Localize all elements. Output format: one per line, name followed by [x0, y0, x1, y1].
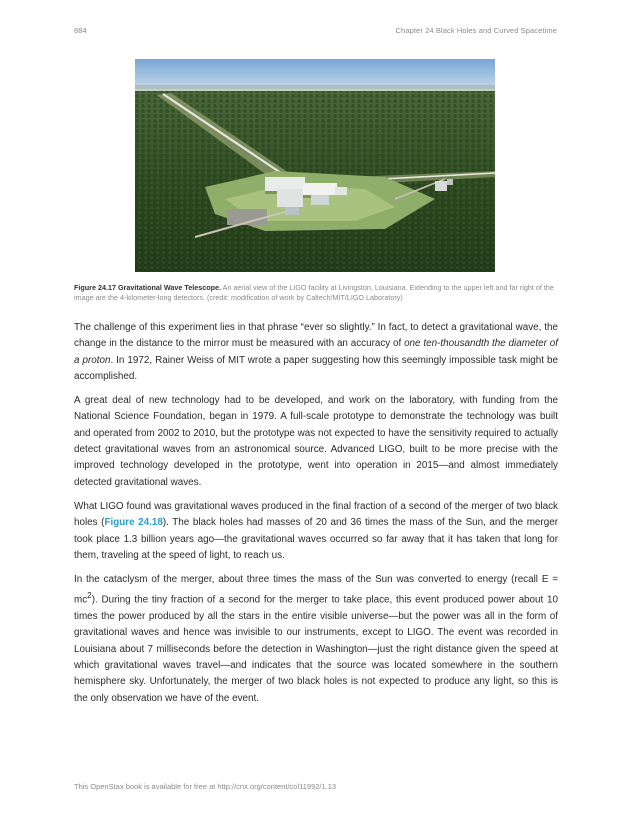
paragraph-text: In the cataclysm of the merger, about three times the mass of the Sun was converted to energy (recall E = mc	[74, 574, 558, 606]
paragraph-text: The challenge of this experiment lies in that phrase “ever so slightly.” In fact, to detect a gravitational wave, the change in the distance to the mirror must be measured with an accuracy of	[74, 322, 558, 350]
paragraph	[74, 499, 558, 564]
paragraph-text: ). The black holes had masses of 20 and 36 times the mass of the Sun, and the merger took place 1.3 billion years ago—the gravitational waves occurred so far away that it has taken that long for them, traveling at the speed of light, to reach us.	[74, 517, 558, 561]
chapter-title: Chapter 24 Black Holes and Curved Spacetime	[395, 26, 557, 35]
page-number: 884	[74, 26, 87, 35]
paragraph-text: ). During the tiny fraction of a second for the merger to take place, this event produced power about 10 times the power produced by all the stars in the entire visible universe—but the power was all in the form of gravitational waves and hence was invisible to our instruments, except to LIGO. The event was recorded in Louisiana about 7 milliseconds before the detection in Washington—just the right distance given the speed at which gravitational waves travel—and indicates that the source was located somewhere in the southern hemisphere sky. Unfortunately, the merger of two black holes is not expected to produce any light, so this is the only observation we have of the event.	[74, 594, 558, 704]
paragraph	[74, 572, 558, 707]
body-text	[74, 320, 558, 715]
figure-label: Figure 24.17 Gravitational Wave Telescope.	[74, 283, 221, 292]
figure-link[interactable]: Figure 24.18	[104, 517, 163, 529]
footer-text: This OpenStax book is available for free at http://cnx.org/content/col11992/1.13	[74, 782, 337, 791]
paragraph: A great deal of new technology had to be developed, and work on the laboratory, with funding from the National Science Foundation, began in 1979. A full-scale prototype to demonstrate the technology was built and operated from 2002 to 2010, but the prototype was not expected to have the sensitivity required to actually detect gravitational waves from an astronomical source. Advanced LIGO, built to be more precise with the improved technology developed in the prototype, went into operation in 2015—and almost immediately detected gravitational waves.	[74, 395, 558, 488]
ligo-aerial-photo	[135, 59, 495, 272]
emphasis-text: one ten-thousandth the diameter of a proton	[74, 338, 558, 366]
figure-caption-text: An aerial view of the LIGO facility at Livingston, Louisiana. Extending to the upper left and far right of the image are the 4-kilometer-long detectors. (credit: modification of work by Caltech/MIT/LIGO Laboratory)	[74, 283, 554, 302]
superscript: 2	[87, 591, 92, 601]
figure-caption	[74, 283, 558, 303]
paragraph	[74, 320, 558, 385]
paragraph-text: . In 1972, Rainer Weiss of MIT wrote a paper suggesting how this seemingly impossible task might be accomplished.	[74, 354, 558, 382]
paragraph-text: What LIGO found was gravitational waves produced in the final fraction of a second of the merger of two black holes (	[74, 500, 558, 529]
